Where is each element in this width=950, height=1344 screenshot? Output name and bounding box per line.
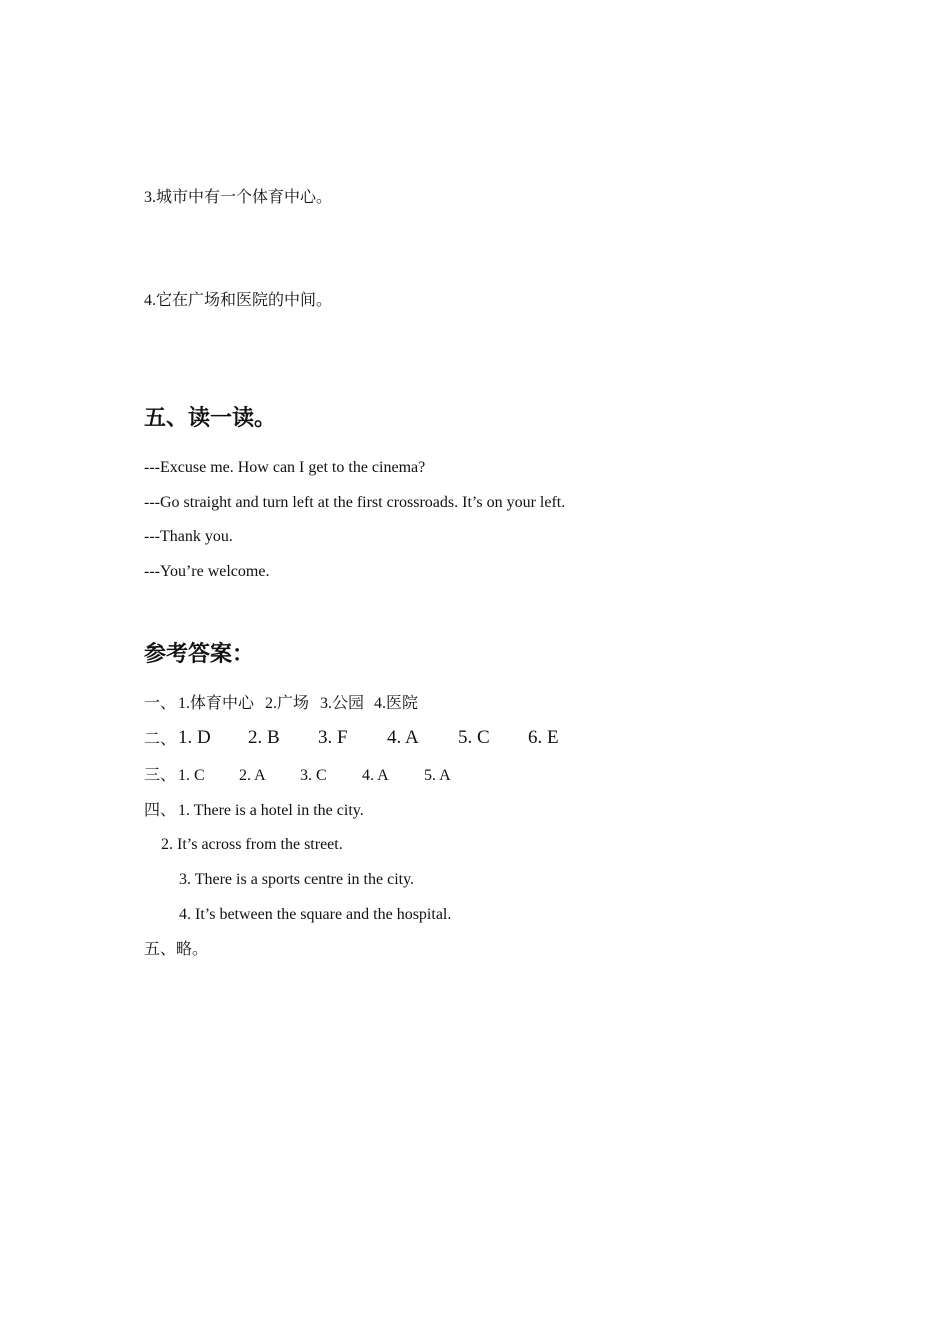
answer-part-3-item-3: 3. C [300,767,327,784]
answer-part-3 [144,766,544,788]
answer-part-3-item-1: 1. C [178,767,205,784]
dialogue-line-2: ---Go straight and turn left at the first crossroads. It’s on your left. [144,494,566,511]
answer-part-4-prefix: 四、 [144,802,177,819]
answer-part-3-item-5: 5. A [424,767,451,784]
answer-part-4-row-1 [144,801,644,823]
dialogue-line-1: ---Excuse me. How can I get to the cinema? [144,459,426,476]
answer-part-1-item-3: 3.公园 [320,695,365,712]
answer-part-2-item-1: 1. D [178,727,211,748]
dialogue-line-3: ---Thank you. [144,528,233,545]
section-5-title: 五、读一读。 [144,406,277,431]
answer-part-4-item-1: 1. There is a hotel in the city. [178,802,364,819]
answer-part-1-item-2: 2.广场 [265,695,310,712]
sentence-item-4: 4.它在广场和医院的中间。 [144,292,333,309]
answer-part-2-prefix: 二、 [144,731,177,748]
answer-part-5: 五、略。 [144,941,209,958]
answer-part-4-item-4: 4. It’s between the square and the hospital. [179,906,452,923]
answer-part-2-item-2: 2. B [248,727,280,748]
answers-title: 参考答案： [144,642,255,667]
answer-part-1-prefix: 一、 [144,695,177,712]
answer-part-3-item-2: 2. A [239,767,266,784]
answer-part-2 [144,728,594,752]
answer-part-1-item-4: 4.医院 [374,695,419,712]
answer-part-2-item-6: 6. E [528,727,559,748]
answer-part-1 [144,694,544,716]
answer-part-2-item-3: 3. F [318,727,348,748]
sentence-item-3: 3.城市中有一个体育中心。 [144,189,333,206]
answer-part-1-item-1: 1.体育中心 [178,695,255,712]
dialogue-line-4: ---You’re welcome. [144,563,270,580]
answer-part-3-item-4: 4. A [362,767,389,784]
answer-part-2-item-4: 4. A [387,727,419,748]
answer-part-2-item-5: 5. C [458,727,490,748]
answer-part-4-item-3: 3. There is a sports centre in the city. [179,871,415,888]
answer-part-3-prefix: 三、 [144,767,177,784]
answer-part-4-item-2: 2. It’s across from the street. [161,836,343,853]
